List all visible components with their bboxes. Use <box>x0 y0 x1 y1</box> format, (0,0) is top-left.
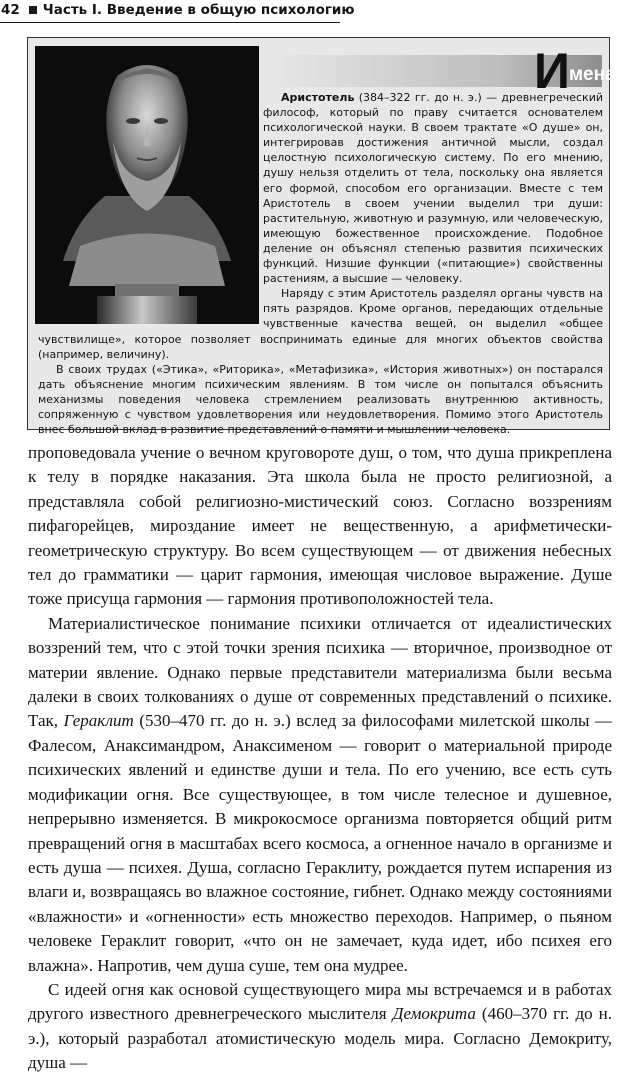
names-sidebar <box>27 37 616 437</box>
body-paragraph: проповедовала учение о вечном круговороте душ, о том, что душа прикреплена к телу в порядке наказания. Эта школа была не просто религиозной, а представляла собой религиозно-мистический союз. Согласно воззрениям пифагорейцев, мироздание имеет не вещественную, а арифметически-геометрическую структуру. Во всем существующем — от движения небесных тел до грамматики — царит гармония, имеющая числовое выражение. Душе тоже присуща гармония — гармония противоположностей тела. <box>28 443 612 609</box>
bullet-square-icon <box>29 6 37 14</box>
page-number: 42 <box>1 2 20 18</box>
sidebar-paragraph: В своих трудах («Этика», «Риторика», «Метафизика», «История животных») он постарался дать объяснение многим психическим явлениям. В том числе он попытался объяснить механизмы поведения человека стремлением реализовать внутреннюю активность, сопряженную с чувством удовлетворения или неудовлетворения. Помимо этого Аристотель внес большой вклад в развитие представлений о памяти и мышлении человека. <box>38 362 603 437</box>
name-heraclitus: Гераклит <box>63 711 134 731</box>
main-text <box>28 441 612 1076</box>
banner-rest: мена <box>569 64 616 85</box>
sidebar-paragraph: Аристотель (384–322 гг. до н. э.) — древнегреческий философ, который по праву считается основателем психологической науки. В своем трактате «О душе» он, интегрировав достижения античной мысли, создал целостную психологическую систему. По его мнению, душу нельзя отделить от тела, поскольку она является его формой, способом его организации. Вместе с тем Аристотель в своем учении выделил три души: растительную, животную и разумную, или человеческую, имеющую божественное происхождение. Подобное деление он объяснял степенью развития психических функций. Низшие функции («питающие») свойственны растениям, а высшие — человеку. <box>263 91 603 286</box>
chapter-title: Часть I. Введение в общую психологию <box>42 2 355 18</box>
body-paragraph: С идеей огня как основой существующего мира мы встречаемся и в работах другого известного древнегреческого мыслителя Демокрита (460–370 гг. до н. э.), который разработал атомистическую модель мира. Согласно Демокриту, душа — <box>28 979 612 1073</box>
person-name: Аристотель <box>281 91 355 104</box>
sidebar-paragraph: Наряду с этим Аристотель разделял органы чувств на пять разрядов. Кроме органов, передающих отдельные чувственные качества вещей, он выделил «общее чувствилище», которое позволяет воспринимать единые для многих объектов свойства (например, величину). <box>38 287 603 361</box>
running-header <box>0 0 355 23</box>
name-democritus: Демокрита <box>392 1004 476 1024</box>
body-paragraph: Материалистическое понимание психики отличается от идеалистических воззрений тем, что с этой точки зрения психика — вторичное, производное от материи явление. Однако первые представители материализма были весьма далеки в своих толкованиях о душе от современных представлений о психике. Так, Гераклит (530–470 гг. до н. э.) вслед за философами милетской школы — Фалесом, Анаксимандром, Анаксименом — говорит о материальной природе психических явлений и единстве души и тела. По его учению, все есть суть модификации огня. Все существующее, в том числе телесное и душевное, непрерывно изменяется. В микрокосмосе организма повторяется общий ритм превращений огня в масштабах всего космоса, а огненное начало в организме и есть душа — психея. Душа, согласно Гераклиту, рождается путем испарения из влаги и, возвращаясь во влажное состояние, гибнет. Однако между состояниями «влажности» и «огненности» есть множество переходов. Например, о пьяном человеке Гераклит говорит, «что он не замечает, куда идет, ибо психея его влажна». Напротив, чем душа суше, тем она мудрее. <box>28 613 612 975</box>
sidebar-text <box>38 90 603 437</box>
banner-initial: И <box>534 43 570 99</box>
